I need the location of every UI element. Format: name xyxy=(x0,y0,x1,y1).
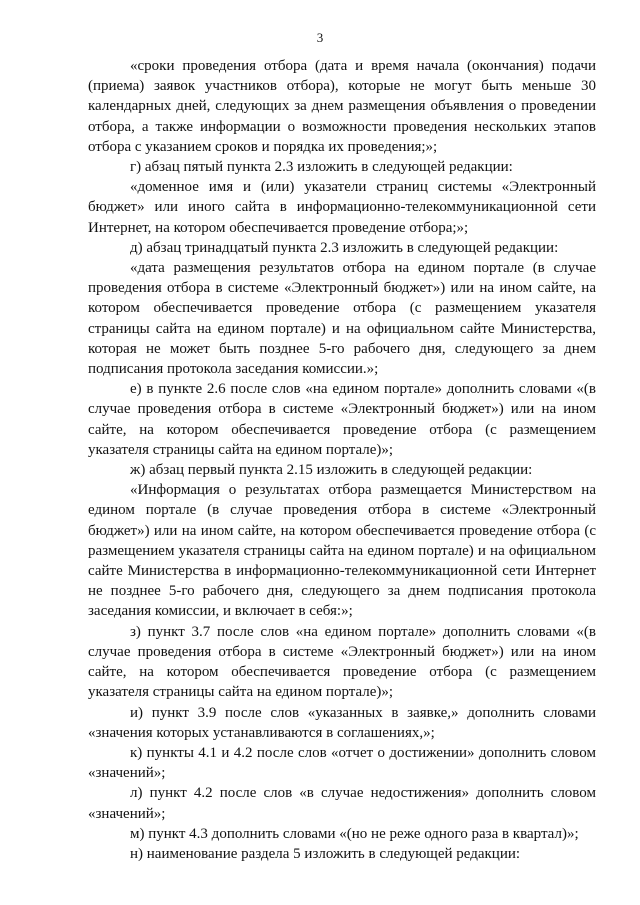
paragraph-item-m: м) пункт 4.3 дополнить словами «(но не реже одного раза в квартал)»; xyxy=(130,825,579,842)
paragraph-item-i: и) пункт 3.9 после слов «указанных в заявке,» дополнить словами «значения которых устанавливаются в соглашениях,»; xyxy=(88,704,596,741)
document-body xyxy=(88,56,596,864)
paragraph-results-date: «дата размещения результатов отбора на едином портале (в случае проведения отбора в системе «Электронный бюджет») или на ином сайте, на котором обеспечивается проведение отбора (с размещением указателя страницы сайта на едином портале) и на официальном сайте Министерства, которая не может быть позднее 5-го рабочего дня, следующего за днем подписания протокола заседания комиссии.»; xyxy=(88,260,596,378)
paragraph-item-e: е) в пункте 2.6 после слов «на едином портале» дополнить словами «(в случае проведения отбора в системе «Электронный бюджет») или на ином сайте, на котором обеспечивается проведение отбора (с размещением указателя страницы сайта на едином портале)»; xyxy=(88,381,596,458)
page-number: 3 xyxy=(316,30,324,45)
paragraph-results-info: «Информация о результатах отбора размещается Министерством на едином портале (в случае проведения отбора в системе «Электронный бюджет») или на ином сайте, на котором обеспечивается проведение отбора (с размещением указателя страницы сайта на едином портале) и на официальном сайте Министерства в информационно-телекоммуникационной сети Интернет не позднее 5-го рабочего дня, следующего за днем подписания протокола заседания комиссии, и включает в себя:»; xyxy=(88,482,596,620)
paragraph-sroki: «сроки проведения отбора (дата и время начала (окончания) подачи (приема) заявок участников отбора), которые не могут быть меньше 30 календарных дней, следующих за днем размещения объявления о проведении отбора, а также информации о возможности проведения нескольких этапов отбора с указанием сроков и порядка их проведения;»; xyxy=(88,58,596,155)
paragraph-item-z: з) пункт 3.7 после слов «на едином портале» дополнить словами «(в случае проведения отбора в системе «Электронный бюджет») или на ином сайте, на котором обеспечивается проведение отбора (с размещением указателя страницы сайта на едином портале)»; xyxy=(88,623,596,701)
paragraph-item-d: д) абзац тринадцатый пункта 2.3 изложить в следующей редакции: xyxy=(130,239,559,256)
paragraph-item-n: н) наименование раздела 5 изложить в следующей редакции: xyxy=(130,845,521,862)
paragraph-item-zh: ж) абзац первый пункта 2.15 изложить в следующей редакции: xyxy=(130,462,533,479)
paragraph-item-l: л) пункт 4.2 после слов «в случае недостижения» дополнить словом «значений»; xyxy=(88,785,596,822)
paragraph-domain-name: «доменное имя и (или) указатели страниц системы «Электронный бюджет» или иного сайта в информационно-телекоммуникационной сети Интернет, на котором обеспечивается проведение отбора;»; xyxy=(88,179,596,236)
paragraph-item-k: к) пункты 4.1 и 4.2 после слов «отчет о достижении» дополнить словом «значений»; xyxy=(88,744,596,782)
paragraph-item-g: г) абзац пятый пункта 2.3 изложить в следующей редакции: xyxy=(130,159,513,176)
